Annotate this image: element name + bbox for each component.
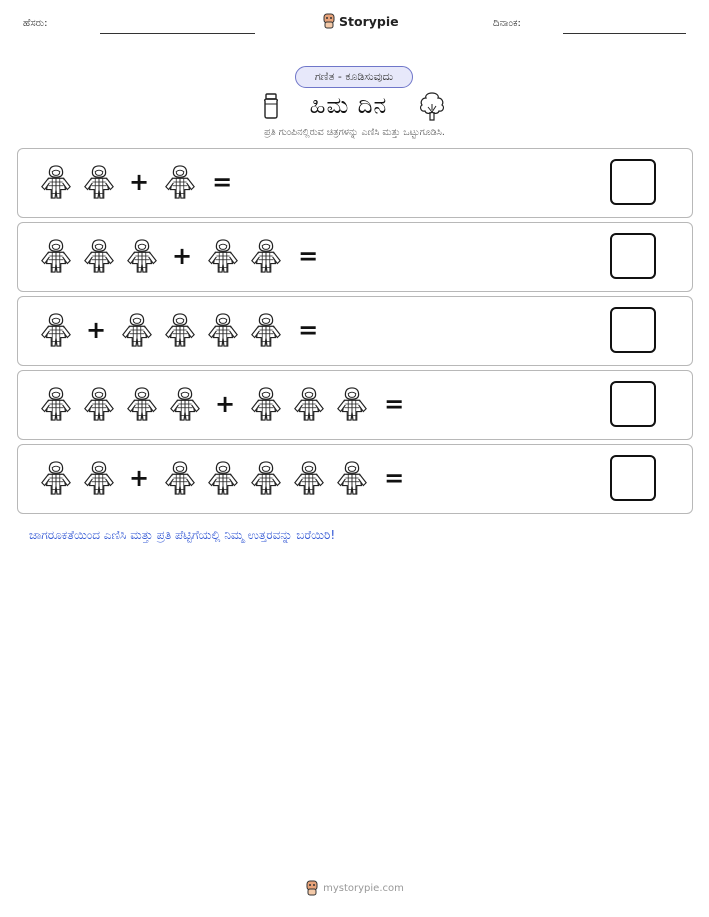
snowsuit-icon [204, 459, 241, 497]
snowsuit-icon [204, 237, 241, 275]
instructions-subtitle: ಪ್ರತಿ ಗುಂಪಿನಲ್ಲಿರುವ ಚಿತ್ರಗಳನ್ನು ಎಣಿಸಿ ಮತ್ತು ಒಟ್ಟುಗೂಡಿಸಿ. [264, 127, 445, 138]
snowsuit-icon [161, 311, 198, 349]
title-row [262, 90, 447, 122]
brand-logo [322, 13, 399, 29]
plus-sign: + [129, 168, 150, 196]
plus-sign: + [172, 242, 193, 270]
problem-list [17, 148, 693, 518]
equals-sign: = [384, 464, 405, 492]
problem-row [17, 296, 693, 366]
problem-figures [37, 458, 404, 498]
answer-box[interactable] [610, 381, 656, 427]
snowsuit-icon [333, 385, 370, 423]
storypie-mascot-icon [305, 880, 319, 896]
answer-box[interactable] [610, 455, 656, 501]
tree-icon [417, 90, 447, 122]
snowsuit-icon [166, 385, 203, 423]
snowsuit-icon [123, 385, 160, 423]
footer-instruction: ಜಾಗರೂಕತೆಯಿಂದ ಎಣಿಸಿ ಮತ್ತು ಪ್ರತಿ ಪೆಟ್ಟಿಗೆಯಲ್ಲಿ ನಿಮ್ಮ ಉತ್ತರವನ್ನು ಬರೆಯಿರಿ! [29, 528, 336, 542]
date-line[interactable] [563, 33, 686, 34]
brand-name: Storypie [339, 13, 399, 29]
name-line[interactable] [100, 33, 255, 34]
snowsuit-icon [204, 311, 241, 349]
equals-sign: = [298, 316, 319, 344]
plus-sign: + [129, 464, 150, 492]
problem-row [17, 222, 693, 292]
snowsuit-icon [247, 385, 284, 423]
storypie-mascot-icon [322, 13, 336, 29]
footer-site: mystorypie.com [323, 882, 404, 894]
problem-figures [37, 384, 404, 424]
problem-row [17, 370, 693, 440]
answer-box[interactable] [610, 233, 656, 279]
problem-figures [37, 310, 318, 350]
snowsuit-icon [333, 459, 370, 497]
snowsuit-icon [290, 459, 327, 497]
problem-figures [37, 162, 232, 202]
snowsuit-icon [118, 311, 155, 349]
snowsuit-icon [37, 459, 74, 497]
worksheet-header [0, 0, 709, 48]
date-label: ದಿನಾಂಕ: [493, 18, 521, 29]
jar-icon [262, 92, 280, 120]
snowsuit-icon [37, 311, 74, 349]
snowsuit-icon [80, 385, 117, 423]
snowsuit-icon [161, 459, 198, 497]
snowsuit-icon [247, 237, 284, 275]
snowsuit-icon [80, 459, 117, 497]
problem-row [17, 148, 693, 218]
category-badge: ಗಣಿತ - ಕೂಡಿಸುವುದು [295, 66, 413, 88]
equals-sign: = [384, 390, 405, 418]
page-title: ಹಿಮ ದಿನ [309, 93, 388, 119]
snowsuit-icon [37, 163, 74, 201]
snowsuit-icon [247, 311, 284, 349]
footer [0, 880, 709, 896]
answer-box[interactable] [610, 159, 656, 205]
answer-box[interactable] [610, 307, 656, 353]
snowsuit-icon [80, 237, 117, 275]
snowsuit-icon [247, 459, 284, 497]
plus-sign: + [215, 390, 236, 418]
problem-row [17, 444, 693, 514]
equals-sign: = [212, 168, 233, 196]
snowsuit-icon [290, 385, 327, 423]
snowsuit-icon [37, 385, 74, 423]
plus-sign: + [86, 316, 107, 344]
name-label: ಹೆಸರು: [23, 18, 48, 29]
snowsuit-icon [161, 163, 198, 201]
snowsuit-icon [123, 237, 160, 275]
problem-figures [37, 236, 318, 276]
equals-sign: = [298, 242, 319, 270]
snowsuit-icon [37, 237, 74, 275]
snowsuit-icon [80, 163, 117, 201]
